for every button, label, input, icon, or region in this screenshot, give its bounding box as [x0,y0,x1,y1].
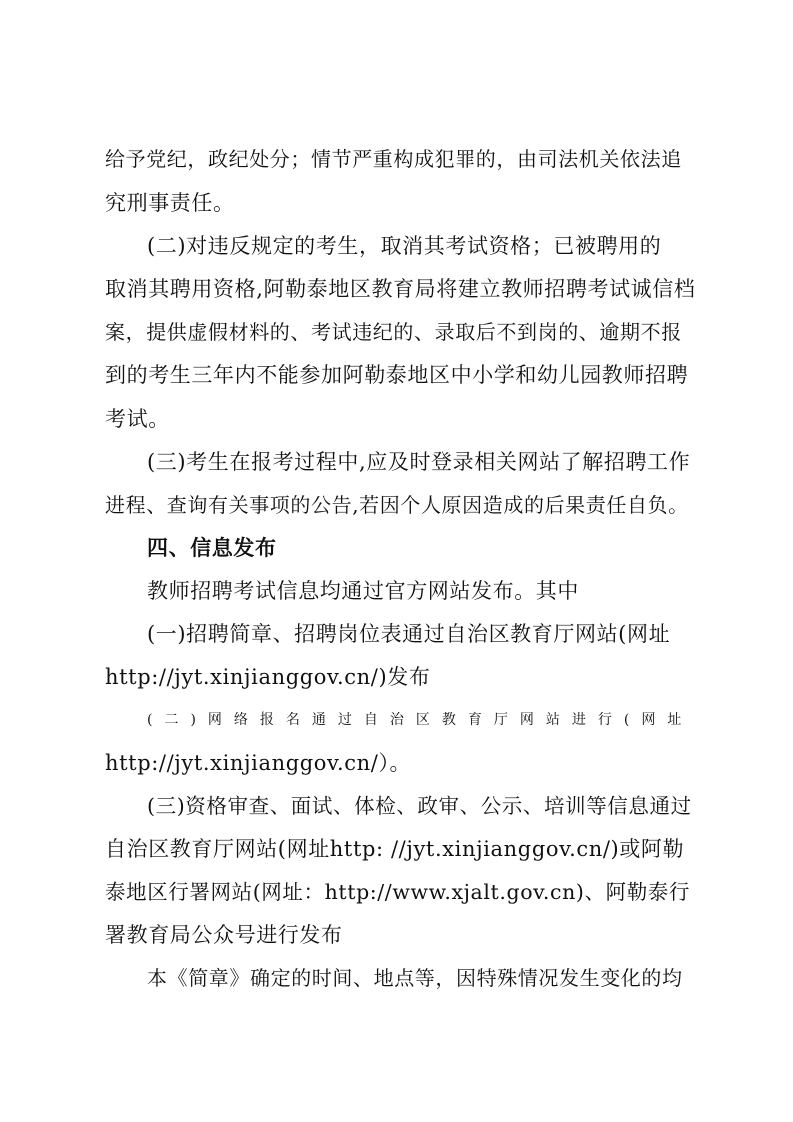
paragraph-line: (二)网络报名通过自治区教育厅网站进行(网址 [147,712,694,728]
paragraph-line: 自治区教育厅网站(网址http: //jyt.xinjianggov.cn/)或阿勒 [105,837,685,861]
paragraph-line: 署教育局公众号进行发布 [105,923,343,947]
paragraph-line: (一)招聘简章、招聘岗位表通过自治区教育厅网站(网址 [147,622,671,646]
paragraph-line: 泰地区行署网站(网址：http://www.xjalt.gov.cn)、阿勒泰行 [105,880,691,904]
paragraph-line: 取消其聘用资格,阿勒泰地区教育局将建立教师招聘考试诚信档 [105,277,696,301]
paragraph-line: 本《简章》确定的时间、地点等，因特殊情况发生变化的均 [147,966,683,990]
paragraph-line: (三)资格审查、面试、体检、政审、公示、培训等信息通过 [147,794,692,818]
paragraph-line: 考试。 [105,407,170,431]
section-heading: 四、信息发布 [147,536,277,560]
paragraph-line: 进程、查询有关事项的公告,若因个人原因造成的后果责任自负。 [105,493,689,517]
paragraph-line: 教师招聘考试信息均通过官方网站发布。其中 [147,579,579,603]
paragraph-line: (二)对违反规定的考生，取消其考试资格；已被聘用的 [147,234,662,258]
paragraph-line: 给予党纪，政纪处分；情节严重构成犯罪的，由司法机关依法追 [105,147,682,171]
paragraph-line: 究刑事责任。 [105,191,235,215]
paragraph-line: (三)考生在报考过程中,应及时登录相关网站了解招聘工作 [147,450,691,474]
paragraph-line: 案，提供虚假材料的、考试违纪的、录取后不到岗的、逾期不报 [105,320,682,344]
paragraph-line: 到的考生三年内不能参加阿勒泰地区中小学和幼儿园教师招聘 [105,363,689,387]
url-line: http://jyt.xinjianggov.cn/）。 [105,751,412,775]
url-line: http://jyt.xinjianggov.cn/)发布 [105,665,431,689]
